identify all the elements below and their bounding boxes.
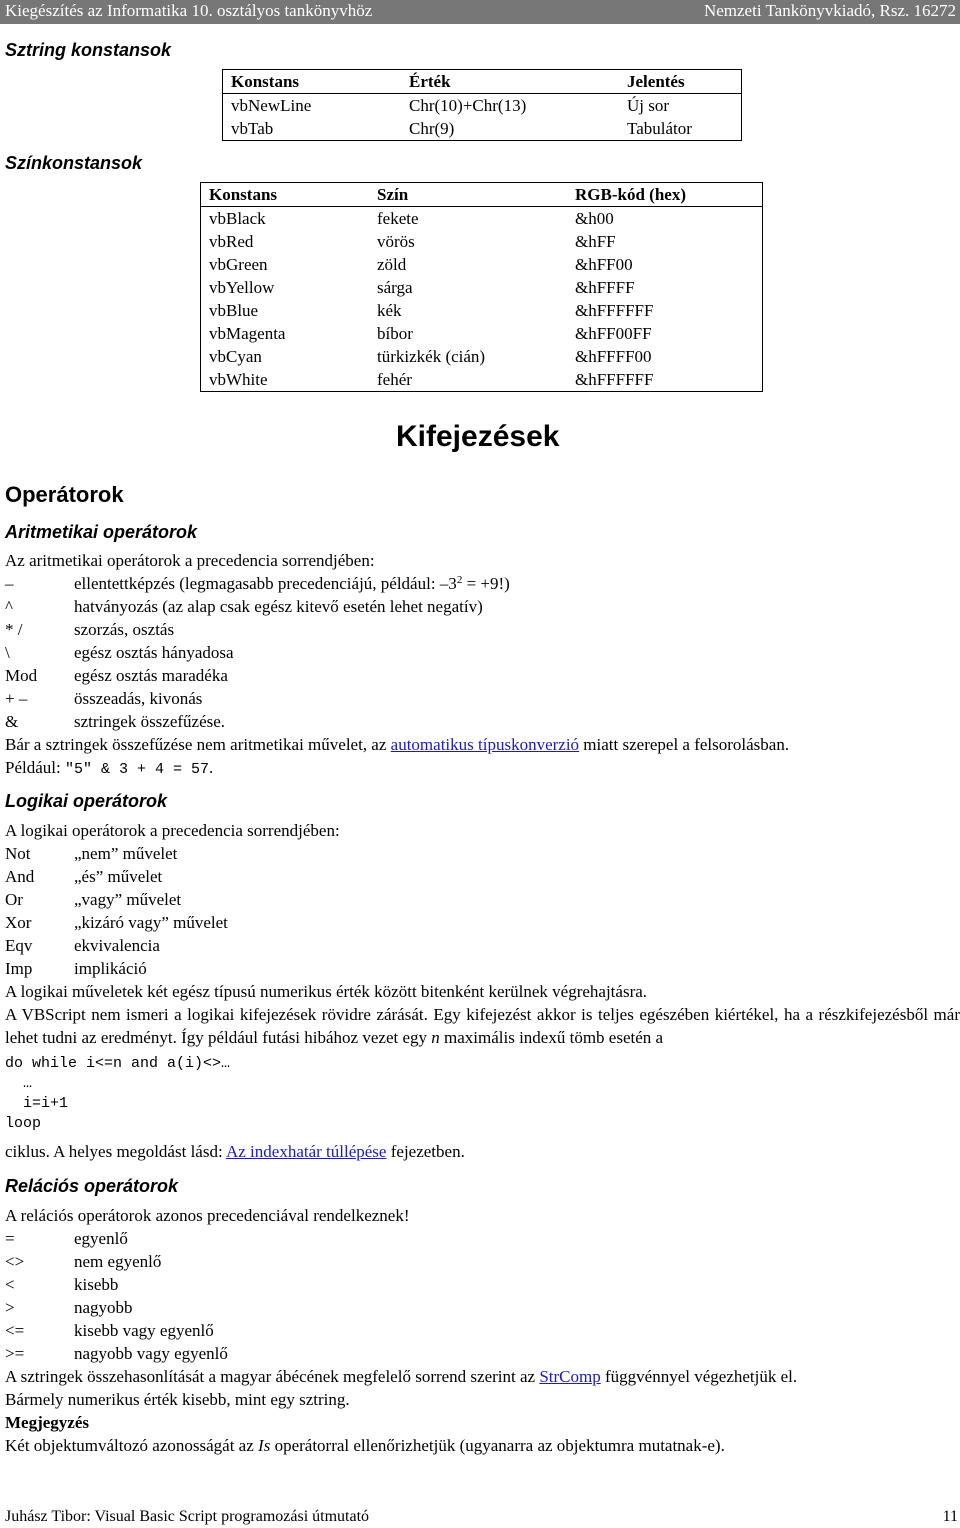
operator-symbol: Xor — [5, 913, 32, 932]
text: ciklus. A helyes megoldást lásd: — [5, 1142, 226, 1161]
table-cell: zöld — [377, 255, 407, 274]
operator-desc: hatványozás (az alap csak egész kitevő esetén lehet negatív) — [74, 597, 483, 616]
list-item — [5, 1296, 133, 1319]
code-line: loop — [5, 1115, 42, 1132]
table-cell: Chr(10)+Chr(13) — [409, 96, 527, 115]
operator-desc: „és” művelet — [74, 867, 163, 886]
table-row — [201, 299, 763, 322]
operator-symbol: And — [5, 867, 35, 886]
operator-desc: kisebb — [74, 1275, 119, 1294]
operator-desc: ekvivalencia — [74, 936, 160, 955]
color-constants-table — [200, 182, 763, 392]
color-constants-title: Színkonstansok — [5, 153, 143, 173]
table-cell: &hFFFF — [575, 278, 635, 297]
text: Például: — [5, 758, 65, 777]
table-cell: Tabulátor — [627, 119, 692, 138]
table-cell: &hFF00 — [575, 255, 633, 274]
string-constants-title: Sztring konstansok — [5, 40, 172, 60]
code-line: do while i<=n and a(i)<>… — [5, 1055, 231, 1072]
table-cell: vbBlack — [209, 209, 266, 228]
table-row — [223, 94, 742, 118]
table-row — [201, 345, 763, 368]
list-item — [5, 911, 228, 934]
header-right: Nemzeti Tankönyvkiadó, Rsz. 16272 — [703, 1, 956, 20]
arith-title: Aritmetikai operátorok — [5, 522, 198, 542]
column-header: RGB-kód (hex) — [567, 183, 763, 207]
operator-symbol: <> — [5, 1252, 25, 1271]
operator-desc: implikáció — [74, 959, 147, 978]
operator-symbol: = — [5, 1229, 15, 1248]
table-cell: kék — [377, 301, 402, 320]
list-item — [5, 1273, 118, 1296]
operator-symbol: ^ — [5, 597, 13, 616]
table-row — [201, 368, 763, 392]
operator-desc: ellentettképzés (legmagasabb precedenciájú, például: –3 — [74, 574, 457, 593]
superscript: 2 — [456, 574, 463, 586]
table-cell: Új sor — [627, 96, 670, 115]
header-left: Kiegészítés az Informatika 10. osztályos tankönyvhöz — [5, 1, 373, 20]
table-cell: fekete — [377, 209, 419, 228]
column-header: Érték — [401, 70, 619, 94]
operator-desc: egyenlő — [74, 1229, 128, 1248]
column-header: Jelentés — [619, 70, 742, 94]
logic-para1: A logikai műveletek két egész típusú numerikus érték között bitenként kerülnek végrehajtásra. — [5, 982, 648, 1001]
list-item — [5, 865, 162, 888]
text: . — [209, 758, 214, 777]
strcomp-link[interactable]: StrComp — [539, 1367, 601, 1386]
table-cell: &hFF00FF — [575, 324, 652, 343]
operator-symbol: \ — [5, 643, 10, 662]
table-cell: vörös — [377, 232, 415, 251]
table-cell: vbBlue — [209, 301, 259, 320]
operator-symbol: >= — [5, 1344, 25, 1363]
rel-para — [5, 1365, 797, 1388]
table-row — [201, 253, 763, 276]
text: operátorral ellenőrizhetjük (ugyanarra az objektumra mutatnak-e). — [270, 1436, 725, 1455]
logic-para2 — [5, 1003, 960, 1049]
operator-desc: kisebb vagy egyenlő — [74, 1321, 214, 1340]
table-cell: vbGreen — [209, 255, 268, 274]
list-item — [5, 957, 147, 980]
table-header-row — [223, 70, 742, 94]
list-item — [5, 618, 174, 641]
list-item — [5, 1250, 161, 1273]
operators-title: Operátorok — [5, 482, 124, 507]
operator-symbol: Not — [5, 844, 31, 863]
chapter-title: Kifejezések — [396, 420, 560, 453]
table-cell: &hFFFFFF — [575, 301, 654, 320]
column-header: Konstans — [223, 70, 402, 94]
table-cell: vbRed — [209, 232, 254, 251]
operator-symbol: + – — [5, 689, 28, 708]
text: A VBScript nem ismeri a logikai kifejezések rövidre zárását. Egy kifejezést akkor is teljes egészében kiértékel, ha a részkifejezésből már lehet tudni az eredményt. Így például futási hibához vezet egy — [5, 1005, 960, 1047]
table-row — [201, 322, 763, 345]
code-line: i=i+1 — [5, 1095, 69, 1112]
table-cell: vbYellow — [209, 278, 275, 297]
logic-after — [5, 1140, 465, 1163]
index-overflow-link[interactable]: Az indexhatár túllépése — [225, 1142, 387, 1161]
operator-desc: „nem” művelet — [74, 844, 178, 863]
list-item — [5, 888, 181, 911]
list-item — [5, 664, 228, 687]
operator-desc-end: = +9!) — [462, 574, 510, 593]
table-row — [201, 276, 763, 299]
rel-title: Relációs operátorok — [5, 1176, 179, 1196]
code-snippet: "5" & 3 + 4 = 57 — [64, 761, 209, 778]
table-cell: &hFF — [575, 232, 616, 251]
rel-intro: A relációs operátorok azonos precedenciával rendelkeznek! — [5, 1206, 410, 1225]
type-conversion-link[interactable]: automatikus típuskonverzió — [390, 735, 580, 754]
text: maximális indexű tömb esetén a — [439, 1028, 664, 1047]
column-header: Konstans — [201, 183, 370, 207]
arith-example — [5, 756, 213, 779]
note-text — [5, 1434, 725, 1457]
table-cell: &h00 — [575, 209, 614, 228]
table-cell: &hFFFF00 — [575, 347, 652, 366]
operator-symbol: Mod — [5, 666, 38, 685]
table-cell: sárga — [377, 278, 413, 297]
list-item — [5, 1342, 228, 1365]
operator-desc: egész osztás hányadosa — [74, 643, 234, 662]
text: fejezetben. — [386, 1142, 465, 1161]
logic-intro: A logikai operátorok a precedencia sorrendjében: — [5, 821, 340, 840]
list-item — [5, 687, 202, 710]
table-cell: &hFFFFFF — [575, 370, 654, 389]
operator-desc: „kizáró vagy” művelet — [74, 913, 228, 932]
list-item — [5, 710, 225, 733]
operator-symbol: Eqv — [5, 936, 33, 955]
table-header-row — [201, 183, 763, 207]
operator-symbol: & — [5, 712, 19, 731]
operator-desc: „vagy” művelet — [74, 890, 182, 909]
arith-note — [5, 733, 789, 756]
arith-intro: Az aritmetikai operátorok a precedencia sorrendjében: — [5, 551, 375, 570]
operator-symbol: Imp — [5, 959, 33, 978]
list-item — [5, 572, 510, 595]
table-cell: bíbor — [377, 324, 413, 343]
table-row — [223, 117, 742, 141]
operator-desc: összeadás, kivonás — [74, 689, 203, 708]
list-item — [5, 934, 160, 957]
operator-desc: nem egyenlő — [74, 1252, 162, 1271]
operator-desc: nagyobb vagy egyenlő — [74, 1344, 228, 1363]
list-item — [5, 1227, 128, 1250]
text: A sztringek összehasonlítását a magyar ábécének megfelelő sorrend szerint az — [5, 1367, 540, 1386]
operator-symbol: < — [5, 1275, 15, 1294]
page-header — [0, 0, 960, 24]
operator-symbol: Or — [5, 890, 23, 909]
is-keyword: Is — [258, 1436, 271, 1455]
table-cell: vbNewLine — [231, 96, 312, 115]
table-row — [201, 230, 763, 253]
variable-n: n — [431, 1028, 440, 1047]
operator-symbol: <= — [5, 1321, 25, 1340]
text: Bár a sztringek összefűzése nem aritmetikai művelet, az — [5, 735, 391, 754]
operator-desc: szorzás, osztás — [74, 620, 175, 639]
rel-para2: Bármely numerikus érték kisebb, mint egy sztring. — [5, 1390, 350, 1409]
string-constants-table — [222, 69, 742, 141]
list-item — [5, 595, 483, 618]
list-item — [5, 842, 177, 865]
text: miatt szerepel a felsorolásban. — [579, 735, 790, 754]
text: Két objektumváltozó azonosságát az — [5, 1436, 259, 1455]
table-cell: vbWhite — [209, 370, 268, 389]
logic-title: Logikai operátorok — [5, 791, 168, 811]
operator-symbol: > — [5, 1298, 15, 1317]
table-cell: vbTab — [231, 119, 274, 138]
table-cell: vbCyan — [209, 347, 262, 366]
operator-desc: egész osztás maradéka — [74, 666, 228, 685]
list-item — [5, 641, 234, 664]
operator-symbol: – — [5, 574, 14, 593]
table-cell: Chr(9) — [409, 119, 455, 138]
table-cell: fehér — [377, 370, 412, 389]
table-row — [201, 207, 763, 231]
list-item — [5, 1319, 214, 1342]
operator-symbol: * / — [5, 620, 23, 639]
footer-left: Juhász Tibor: Visual Basic Script programozási útmutató — [5, 1508, 370, 1525]
text: függvénnyel végezhetjük el. — [600, 1367, 798, 1386]
table-cell: türkizkék (cián) — [377, 347, 486, 366]
code-block — [5, 1054, 230, 1134]
page-footer — [5, 1508, 958, 1526]
operator-desc: nagyobb — [74, 1298, 133, 1317]
page-number: 11 — [942, 1508, 958, 1525]
table-cell: vbMagenta — [209, 324, 286, 343]
column-header: Szín — [369, 183, 567, 207]
operator-desc: sztringek összefűzése. — [74, 712, 226, 731]
note-title: Megjegyzés — [5, 1413, 90, 1432]
code-line: … — [5, 1075, 33, 1092]
